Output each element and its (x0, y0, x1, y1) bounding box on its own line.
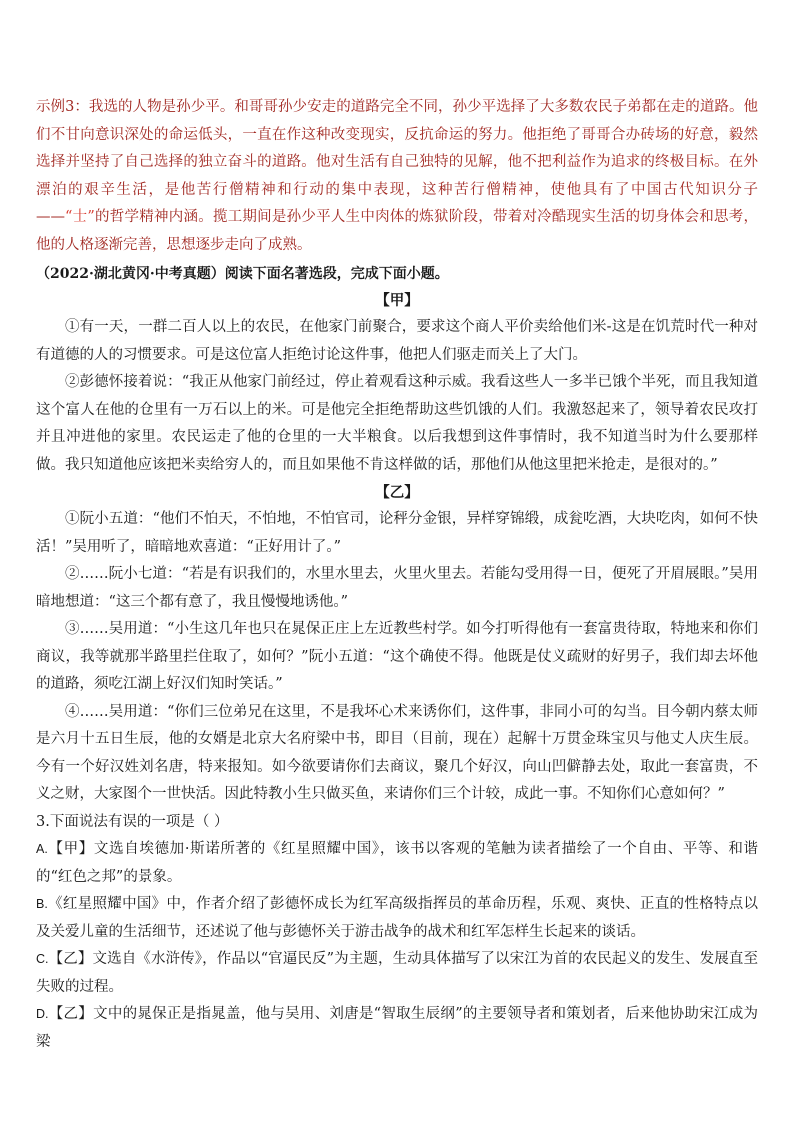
option-d-label: D. (36, 1007, 49, 1021)
question-header: （2022·湖北黄冈·中考真题）阅读下面名著选段，完成下面小题。 (36, 266, 449, 282)
section-title-yi: 【乙】 (375, 484, 419, 501)
answer-example-paragraph (36, 94, 758, 259)
option-d (36, 1001, 758, 1056)
question-3-stem: 3.下面说法有误的一项是（ ） (36, 813, 229, 830)
answer-example-quote: “士” (65, 209, 95, 225)
option-c-text: 【乙】文选自《水浒传》，作品以“官逼民反”为主题，生动具体描写了以宋江为首的农民起义的发生、发展直至失败的过程。 (36, 951, 758, 995)
option-a-label: A. (36, 842, 48, 856)
option-a-text: 【甲】文选自埃德加·斯诺所著的《红星照耀中国》，该书以客观的笔触为读者描绘了一个自由、平等、和谐的“红色之邦”的景象。 (36, 841, 758, 885)
yi-paragraph-3: ③……吴用道：“小生这几年也只在晁保正庄上左近教些村学。如今打听得他有一套富贵待取，特地来和你们商议，我等就那半路里拦住取了，如何？”阮小五道：“这个确使不得。他既是仗义疏财的好男子，我们却去坏他的道路，须吃江湖上好汉们知时笑话。” (36, 621, 758, 692)
section-title-jia: 【甲】 (375, 292, 419, 309)
option-c-label: C. (36, 952, 49, 966)
option-b-text: 《红星照耀中国》中，作者介绍了彭德怀成长为红军高级指挥员的革命历程，乐观、爽快、正直的性格特点以及关爱儿童的生活细节，还述说了他与彭德怀关于游击战争的战术和红军怎样生长起来的谈话。 (36, 896, 758, 940)
option-b (36, 891, 758, 946)
yi-paragraph-2: ②……阮小七道：“若是有识我们的，水里水里去，火里火里去。若能勾受用得一日，便死了开眉展眼。”吴用暗地想道：“这三个都有意了，我且慢慢地诱他。” (36, 566, 758, 610)
jia-paragraph-2: ②彭德怀接着说：“我正从他家门前经过，停止着观看这种示威。我看这些人一多半已饿个半死，而且我知道这个富人在他的仓里有一万石以上的米。可是他完全拒绝帮助这些饥饿的人们。我激怒起来了，领导着农民攻打并且冲进他的家里。农民运走了他的仓里的一大半粮食。以后我想到这件事情时，我不知道当时为什么要那样做。我只知道他应该把米卖给穷人的，而且如果他不肯这样做的话，那他们从他这里把米抢走，是很对的。” (36, 374, 758, 473)
option-a (36, 836, 758, 891)
yi-paragraph-1: ①阮小五道：“他们不怕天，不怕地，不怕官司，论秤分金银，异样穿锦缎，成瓮吃酒，大块吃肉，如何不快活！”吴用听了，暗暗地欢喜道：“正好用计了。” (36, 511, 758, 555)
option-d-text: 【乙】文中的晁保正是指晁盖，他与吴用、刘唐是“智取生辰纲”的主要领导者和策划者，后来他协助宋江成为梁 (36, 1006, 758, 1050)
yi-paragraph-4: ④……吴用道：“你们三位弟兄在这里，不是我坏心术来诱你们，这件事，非同小可的勾当。目今朝内蔡太师是六月十五日生辰，他的女婿是北京大名府梁中书，即目（目前，现在）起解十万贯金珠宝贝与他丈人庆生辰。今有一个好汉姓刘名唐，特来报知。如今欲要请你们去商议，聚几个好汉，向山凹僻静去处，取此一套富贵，不义之财，大家图个一世快活。因此特教小生只做买鱼，来请你们三个计较，成此一事。不知你们心意如何？” (36, 703, 758, 802)
document-page (36, 94, 758, 1056)
jia-paragraph-1: ①有一天，一群二百人以上的农民，在他家门前聚合，要求这个商人平价卖给他们米-这是在饥荒时代一种对有道德的人的习惯要求。可是这位富人拒绝讨论这件事，他把人们驱走而关上了大门。 (36, 319, 758, 363)
answer-example-text: 示例3：我选的人物是孙少平。和哥哥孙少安走的道路完全不同，孙少平选择了大多数农民子弟都在走的道路。他们不甘向意识深处的命运低头，一直在作这种改变现实，反抗命运的努力。他拒绝了哥哥合办砖场的好意，毅然选择并坚持了自己选择的独立奋斗的道路。他对生活有自己独特的见解，他不把利益作为追求的终极目标。在外漂泊的艰辛生活，是他苦行僧精神和行动的集中表现，这种苦行僧精神，使他具有了中国古代知识分子—— (36, 99, 758, 225)
answer-example-text-end: 的哲学精神内涵。揽工期间是孙少平人生中肉体的炼狱阶段，带着对冷酷现实生活的切身体会和思考，他的人格逐渐完善，思想逐步走向了成熟。 (36, 209, 759, 253)
option-b-label: B. (36, 897, 48, 911)
option-c (36, 946, 758, 1001)
